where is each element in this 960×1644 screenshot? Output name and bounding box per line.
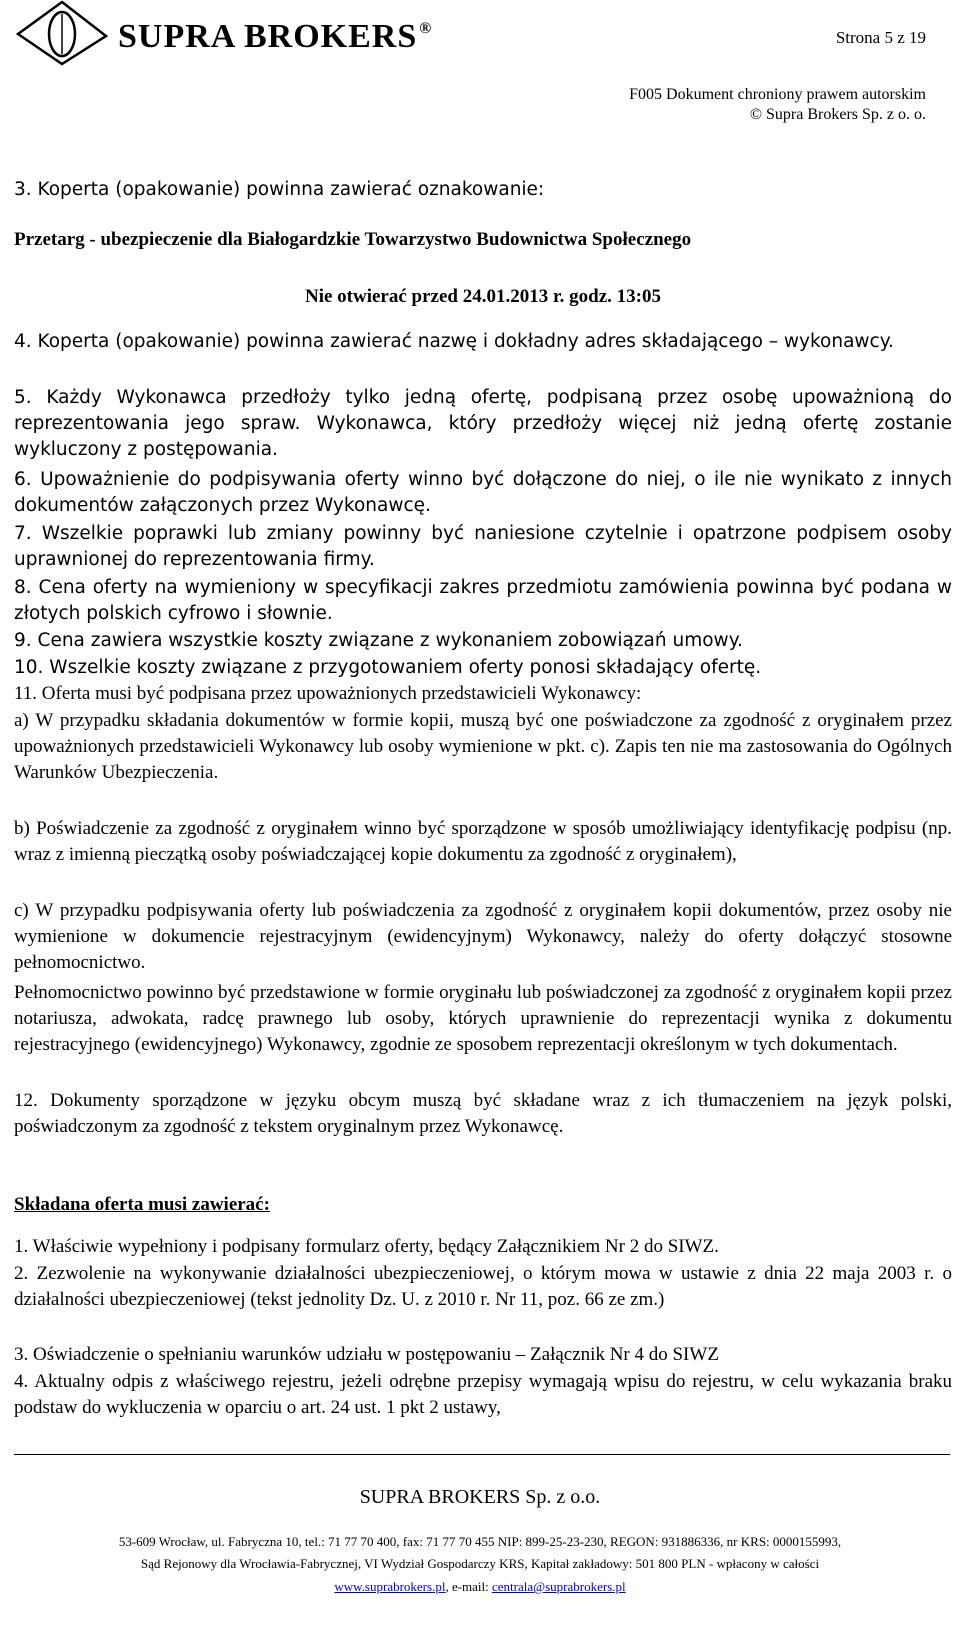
email-link[interactable]: centrala@suprabrokers.pl [492,1579,626,1594]
paragraph-9: 9. Cena zawiera wszystkie koszty związane z wykonaniem zobowiązań umowy. [14,630,743,651]
section-title: Składana oferta musi zawierać: [14,1194,270,1215]
paragraph-11a: a) W przypadku składania dokumentów w formie kopii, muszą być one poświadczone za zgodność z oryginałem przez upoważnionych przedstawicieli Wykonawcy lub osoby wymienione w pkt. c). Zapis ten nie ma zastosowania do Ogólnych Warunków Ubezpieczenia. [14,710,952,783]
paragraph-11b: b) Poświadczenie za zgodność z oryginałem winno być sporządzone w sposób umożliwiający identyfikację podpisu (np. wraz z imienną pieczątką osoby poświadczającej kopie dokumentu za zgodność z oryginałem), [14,818,952,865]
paragraph-7: 7. Wszelkie poprawki lub zmiany powinny być naniesione czytelnie i opatrzone podpisem osoby uprawnionej do reprezentowania firmy. [14,523,952,570]
footer-registry: Sąd Rejonowy dla Wrocławia-Fabrycznej, VI Wydział Gospodarczy KRS, Kapitał zakładowy: 501 800 PLN - wpłacony w całości [140,1556,820,1571]
paragraph-11c: c) W przypadku podpisywania oferty lub poświadczenia za zgodność z oryginałem kopii dokumentów, przez osoby nie wymienione w dokumencie rejestracyjnym (ewidencyjnym) Wykonawcy, należy do oferty dołączyć stosowne pełnomocnictwo. [14,900,952,973]
footer-contact [0,1579,960,1595]
document-code: F005 Dokument chroniony prawem autorskim [629,86,926,103]
footer-divider [14,1454,950,1455]
tender-title: Przetarg - ubezpieczenie dla Białogardzkie Towarzystwo Budownictwa Społecznego [14,229,692,250]
footer-company: SUPRA BROKERS Sp. z o.o. [359,1486,601,1508]
footer-address: 53-609 Wrocław, ul. Fabryczna 10, tel.: 71 77 70 400, fax: 71 77 70 455 NIP: 899-25-23-230, REGON: 931886336, nr KRS: 0000155993, [118,1534,842,1549]
list-item-2: 2. Zezwolenie na wykonywanie działalności ubezpieczeniowej, o którym mowa w ustawie z dnia 22 maja 2003 r. o działalności ubezpieczeniowej (tekst jednolity Dz. U. z 2010 r. Nr 11, poz. 66 ze zm.) [14,1263,952,1310]
brand-name: SUPRA BROKERS ® [118,18,433,55]
page-number: Strona 5 z 19 [835,28,926,47]
paragraph-11d: Pełnomocnictwo powinno być przedstawione w formie oryginału lub poświadczonej za zgodność z oryginałem kopii przez notariusza, adwokata, radcę prawnego lub osoby, których uprawnienie do reprezentacji wynika z dokumentu rejestracyjnego (ewidencyjnego) Wykonawcy, zgodnie ze sposobem reprezentacji określonym w tych dokumentach. [14,982,952,1055]
copyright-notice: © Supra Brokers Sp. z o. o. [749,106,926,123]
supra-brokers-logo [16,0,108,66]
paragraph-10: 10. Wszelkie koszty związane z przygotowaniem oferty ponosi składający ofertę. [14,657,762,678]
paragraph-4: 4. Koperta (opakowanie) powinna zawierać nazwę i dokładny adres składającego – wykonawcy. [14,331,894,352]
paragraph-8: 8. Cena oferty na wymieniony w specyfikacji zakres przedmiotu zamówienia powinna być podana w złotych polskich cyfrowo i słownie. [14,577,952,624]
paragraph-12: 12. Dokumenty sporządzone w języku obcym muszą być składane wraz z ich tłumaczeniem na język polski, poświadczonym za zgodność z tekstem oryginalnym przez Wykonawcę. [14,1090,952,1137]
list-item-1: 1. Właściwie wypełniony i podpisany formularz oferty, będący Załącznikiem Nr 2 do SIWZ. [14,1236,719,1257]
do-not-open-notice: Nie otwierać przed 24.01.2013 r. godz. 13:05 [304,286,661,307]
list-item-4: 4. Aktualny odpis z właściwego rejestru, jeżeli odrębne przepisy wymagają wpisu do rejestru, w celu wykazania braku podstaw do wykluczenia w oparciu o art. 24 ust. 1 pkt 2 ustawy, [14,1371,952,1418]
list-item-3: 3. Oświadczenie o spełnianiu warunków udziału w postępowaniu – Załącznik Nr 4 do SIWZ [14,1344,719,1365]
paragraph-3: 3. Koperta (opakowanie) powinna zawierać oznakowanie: [14,179,545,200]
paragraph-6: 6. Upoważnienie do podpisywania oferty winno być dołączone do niej, o ile nie wynikato z innych dokumentów załączonych przez Wykonawcę. [14,469,952,516]
registered-mark: ® [419,20,433,37]
email-label: , e-mail: [445,1579,493,1594]
paragraph-11: 11. Oferta musi być podpisana przez upoważnionych przedstawicieli Wykonawcy: [14,683,642,704]
website-link[interactable]: www.suprabrokers.pl [334,1579,446,1594]
paragraph-5: 5. Każdy Wykonawca przedłoży tylko jedną ofertę, podpisaną przez osobę upoważnioną do reprezentowania jego spraw. Wykonawca, który przedłoży więcej niż jedną ofertę zostanie wykluczony z postępowania. [14,387,952,460]
